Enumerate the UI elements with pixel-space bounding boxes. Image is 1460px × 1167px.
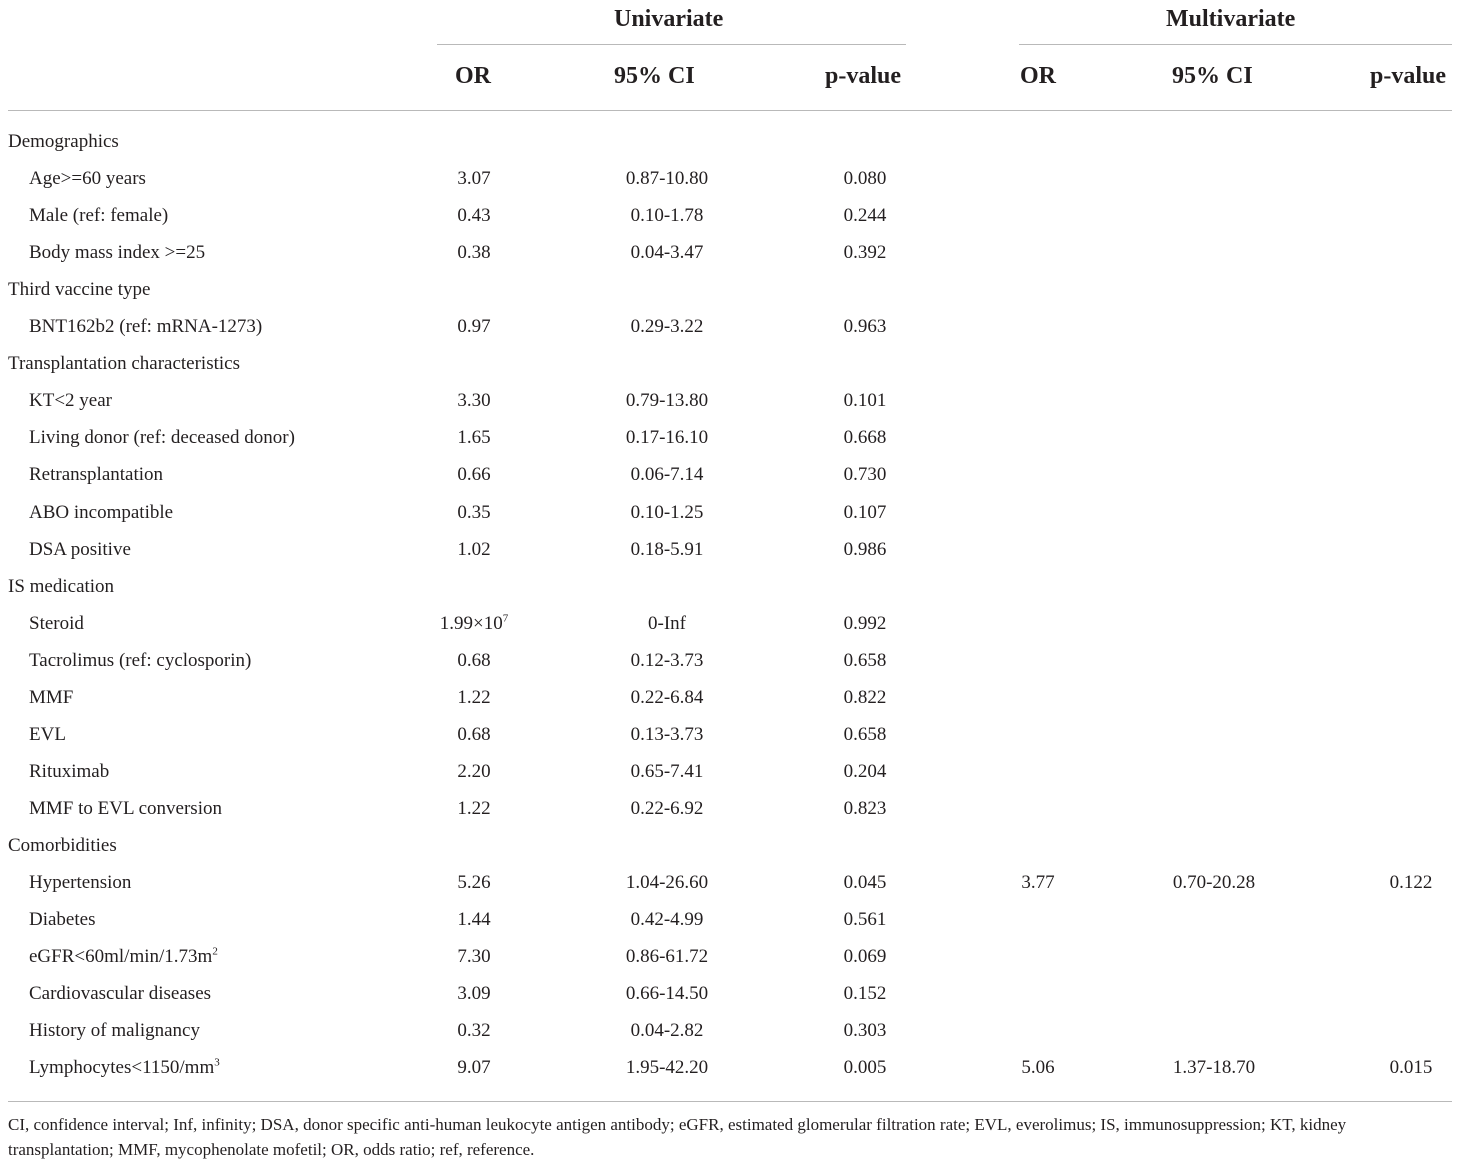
table-row: [0, 687, 1460, 711]
univariate-pvalue-cell: 0.822: [843, 687, 887, 708]
multivariate-ci-cell: 1.37-18.70: [1172, 1057, 1256, 1078]
table-row: [0, 798, 1460, 822]
univariate-ci-cell: 0.13-3.73: [630, 724, 704, 745]
univariate-pvalue-cell: 0.204: [843, 761, 887, 782]
univariate-ci-cell: 0.10-1.25: [630, 502, 704, 523]
univariate-pvalue-header: p-value: [825, 63, 902, 89]
row-label: DSA positive: [29, 539, 131, 560]
univariate-pvalue-cell: 0.005: [843, 1057, 887, 1078]
row-label: Rituximab: [29, 761, 110, 782]
univariate-pvalue-cell: 0.668: [843, 427, 887, 448]
univariate-pvalue-cell: 0.561: [843, 909, 887, 930]
multivariate-ci-cell: 0.70-20.28: [1172, 872, 1256, 893]
univariate-ci-cell: 0-Inf: [648, 613, 686, 634]
multivariate-underline: [1019, 44, 1452, 45]
univariate-pvalue-cell: 0.080: [843, 168, 887, 189]
table-row: [0, 242, 1460, 266]
univariate-or-cell: 1.44: [457, 909, 491, 930]
section-label: Comorbidities: [8, 835, 117, 856]
table-row: [0, 724, 1460, 748]
univariate-ci-cell: 0.18-5.91: [630, 539, 704, 560]
table-row: [0, 613, 1460, 637]
univariate-or-cell: $1.99\times 10^7$: [439, 612, 509, 634]
table-bottom-rule: [8, 1101, 1452, 1102]
multivariate-header: Multivariate: [1166, 6, 1296, 32]
univariate-or-cell: 0.32: [457, 1020, 491, 1041]
row-label: Living donor (ref: deceased donor): [29, 427, 295, 448]
univariate-ci-cell: 0.12-3.73: [630, 650, 704, 671]
row-label: MMF: [29, 687, 74, 708]
univariate-or-cell: 0.66: [457, 464, 491, 485]
univariate-underline: [437, 44, 906, 45]
table-row: [0, 502, 1460, 526]
univariate-ci-cell: 0.86-61.72: [625, 946, 709, 967]
header-rule: [8, 110, 1452, 111]
row-label: ABO incompatible: [29, 502, 174, 523]
section-row: [0, 353, 1460, 377]
univariate-pvalue-cell: 0.658: [843, 724, 887, 745]
univariate-or-cell: 5.26: [457, 872, 491, 893]
univariate-or-cell: 0.97: [457, 316, 491, 337]
univariate-or-cell: 1.02: [457, 539, 491, 560]
univariate-ci-cell: 0.06-7.14: [630, 464, 704, 485]
univariate-pvalue-cell: 0.392: [843, 242, 887, 263]
univariate-ci-cell: 0.65-7.41: [630, 761, 704, 782]
row-label: Cardiovascular diseases: [29, 983, 212, 1004]
section-label: IS medication: [8, 576, 115, 597]
univariate-ci-cell: 0.42-4.99: [630, 909, 704, 930]
univariate-ci-cell: 0.22-6.84: [630, 687, 704, 708]
row-label: Body mass index >=25: [29, 242, 206, 263]
table-row: [0, 946, 1460, 970]
row-label: Age>=60 years: [29, 168, 146, 189]
univariate-pvalue-cell: 0.069: [843, 946, 887, 967]
univariate-or-cell: 0.68: [457, 724, 491, 745]
univariate-ci-cell: 0.17-16.10: [625, 427, 709, 448]
table-row: [0, 909, 1460, 933]
table-row: [0, 168, 1460, 192]
univariate-or-cell: 2.20: [457, 761, 491, 782]
univariate-pvalue-cell: 0.045: [843, 872, 887, 893]
univariate-ci-cell: 0.22-6.92: [630, 798, 704, 819]
multivariate-or-cell: 3.77: [1021, 872, 1055, 893]
univariate-or-cell: 7.30: [457, 946, 491, 967]
univariate-ci-cell: 0.04-3.47: [630, 242, 704, 263]
univariate-or-cell: 1.22: [457, 687, 491, 708]
section-row: [0, 279, 1460, 303]
table-row: [0, 427, 1460, 451]
univariate-ci-cell: 1.95-42.20: [625, 1057, 709, 1078]
univariate-pvalue-cell: 0.823: [843, 798, 887, 819]
row-label: KT<2 year: [29, 390, 112, 411]
univariate-pvalue-cell: 0.986: [843, 539, 887, 560]
row-label: $Lymphocytes<1150/mm^3$: [29, 1056, 220, 1078]
univariate-ci-cell: 1.04-26.60: [625, 872, 709, 893]
row-label: Tacrolimus (ref: cyclosporin): [29, 650, 252, 671]
section-label: Demographics: [8, 131, 119, 152]
univariate-or-cell: 3.07: [457, 168, 491, 189]
univariate-or-cell: 0.68: [457, 650, 491, 671]
table-footnote: CI, confidence interval; Inf, infinity; DSA, donor specific anti-human leukocyte antigen antibody; eGFR, estimated glomerular filtration rate; EVL, everolimus; IS, immunosuppression; KT, kidney transplantation; MMF, mycophenolate mofetil; OR, odds ratio; ref, reference.: [8, 1115, 1347, 1159]
univariate-or-header: OR: [455, 63, 491, 89]
univariate-ci-cell: 0.66-14.50: [625, 983, 709, 1004]
univariate-or-cell: 0.38: [457, 242, 491, 263]
univariate-pvalue-cell: 0.658: [843, 650, 887, 671]
row-label: History of malignancy: [29, 1020, 200, 1041]
section-row: [0, 835, 1460, 859]
table-row: [0, 390, 1460, 414]
table-row: [0, 650, 1460, 674]
univariate-or-cell: 1.22: [457, 798, 491, 819]
univariate-pvalue-cell: 0.730: [843, 464, 887, 485]
table-row: [0, 316, 1460, 340]
multivariate-pvalue-cell: 0.122: [1389, 872, 1433, 893]
table-row: [0, 1020, 1460, 1044]
univariate-pvalue-cell: 0.992: [843, 613, 887, 634]
row-label: BNT162b2 (ref: mRNA-1273): [29, 316, 263, 337]
multivariate-pvalue-header: p-value: [1370, 63, 1447, 89]
univariate-or-cell: 1.65: [457, 427, 491, 448]
table-row: [0, 205, 1460, 229]
univariate-pvalue-cell: 0.303: [843, 1020, 887, 1041]
row-label: MMF to EVL conversion: [29, 798, 222, 819]
multivariate-or-cell: 5.06: [1021, 1057, 1055, 1078]
row-label: Diabetes: [29, 909, 96, 930]
univariate-pvalue-cell: 0.244: [843, 205, 887, 226]
table-row: [0, 761, 1460, 785]
table-row: [0, 872, 1460, 896]
univariate-or-cell: 0.35: [457, 502, 491, 523]
table-row: [0, 464, 1460, 488]
table-row: [0, 983, 1460, 1007]
univariate-or-cell: 3.30: [457, 390, 491, 411]
univariate-ci-cell: 0.04-2.82: [630, 1020, 704, 1041]
univariate-ci-cell: 0.29-3.22: [630, 316, 704, 337]
multivariate-ci-header: 95% CI: [1172, 63, 1253, 89]
univariate-or-cell: 0.43: [457, 205, 491, 226]
univariate-pvalue-cell: 0.107: [843, 502, 887, 523]
row-label: $eGFR<60ml/\min/1.73m^2$: [29, 945, 218, 967]
univariate-ci-cell: 0.10-1.78: [630, 205, 704, 226]
section-row: [0, 576, 1460, 600]
multivariate-or-header: OR: [1020, 63, 1056, 89]
univariate-ci-cell: 0.79-13.80: [625, 390, 709, 411]
section-label: Transplantation characteristics: [8, 353, 240, 374]
univariate-or-cell: 9.07: [457, 1057, 491, 1078]
univariate-or-cell: 3.09: [457, 983, 491, 1004]
table-row: [0, 1057, 1460, 1081]
univariate-header: Univariate: [614, 6, 724, 32]
section-row: [0, 131, 1460, 155]
row-label: Male (ref: female): [29, 205, 169, 226]
row-label: EVL: [29, 724, 66, 745]
univariate-ci-cell: 0.87-10.80: [625, 168, 709, 189]
univariate-pvalue-cell: 0.101: [843, 390, 887, 411]
multivariate-pvalue-cell: 0.015: [1389, 1057, 1433, 1078]
row-label: Hypertension: [29, 872, 132, 893]
univariate-pvalue-cell: 0.963: [843, 316, 887, 337]
row-label: Retransplantation: [29, 464, 164, 485]
univariate-ci-header: 95% CI: [614, 63, 695, 89]
table-row: [0, 539, 1460, 563]
section-label: Third vaccine type: [8, 279, 151, 300]
row-label: Steroid: [29, 613, 84, 634]
univariate-pvalue-cell: 0.152: [843, 983, 887, 1004]
